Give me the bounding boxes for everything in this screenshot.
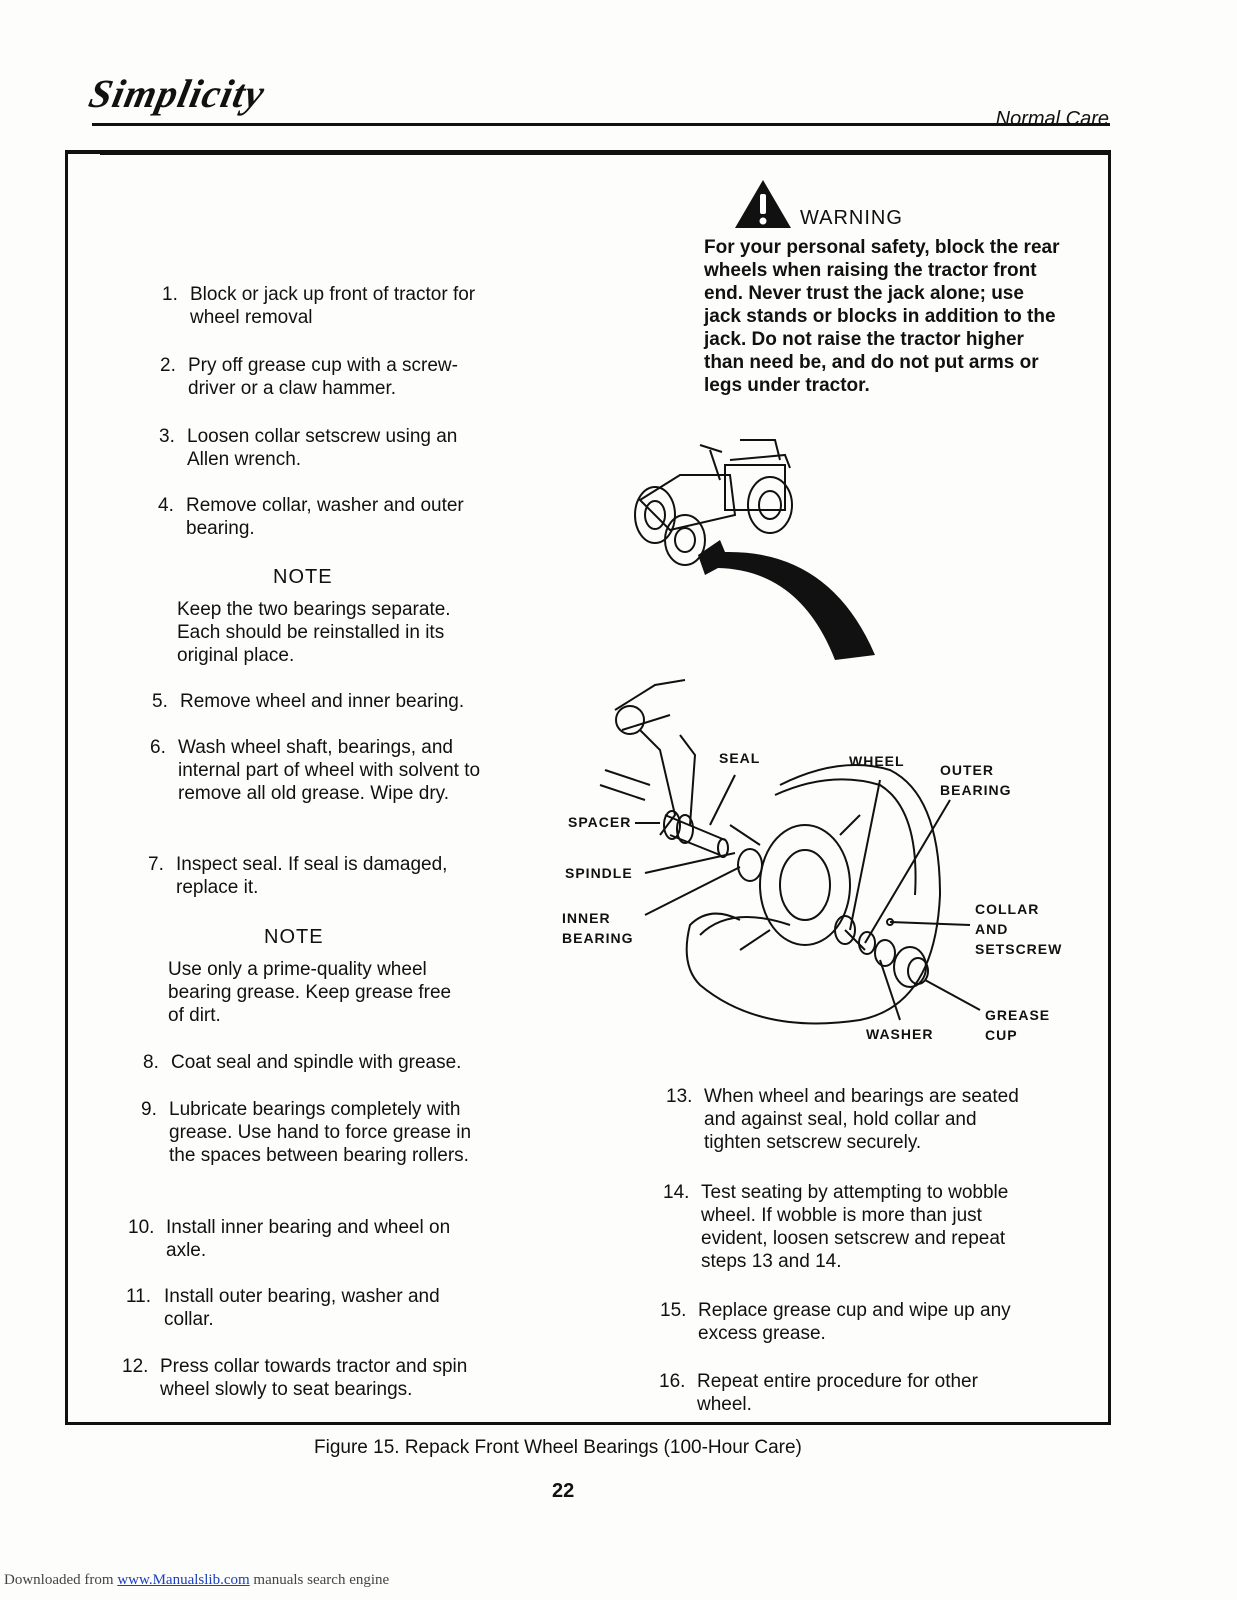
footer [4, 1572, 389, 1589]
step-text: Remove wheel and inner bearing. [180, 691, 465, 712]
step-number: 13. [666, 1086, 693, 1107]
step-11 [126, 1285, 474, 1331]
step-2 [160, 354, 498, 400]
step-text: Lubricate bearings completely with grease. Use hand to force grease in the spaces between bearing rollers. [169, 1099, 472, 1166]
step-text: Install outer bearing, washer and collar. [164, 1286, 440, 1330]
label-seal: SEAL [719, 750, 761, 766]
step-number: 8. [143, 1052, 159, 1073]
section-title: Normal Care [995, 108, 1109, 130]
step-number: 7. [148, 854, 164, 875]
step-number: 14. [663, 1182, 690, 1203]
label-spacer: SPACER [568, 814, 632, 830]
step-15 [660, 1299, 1018, 1345]
step-text: Repeat entire procedure for other wheel. [697, 1371, 978, 1415]
step-number: 3. [159, 426, 175, 447]
wheel-assembly-diagram [560, 675, 1080, 1055]
step-text: Pry off grease cup with a screw-driver or a claw hammer. [188, 355, 458, 399]
step-number: 9. [141, 1099, 157, 1120]
manualslib-link[interactable]: www.Manualslib.com [117, 1572, 250, 1588]
label-washer: WASHER [866, 1026, 934, 1042]
footer-prefix: Downloaded from [4, 1572, 114, 1588]
step-number: 15. [660, 1300, 687, 1321]
step-8 [143, 1051, 481, 1074]
step-text: Wash wheel shaft, bearings, and internal part of wheel with solvent to remove all old grease. Wipe dry. [178, 737, 481, 804]
step-number: 10. [128, 1217, 155, 1238]
step-text: Test seating by attempting to wobble wheel. If wobble is more than just evident, loosen setscrew and repeat steps 13 and 14. [701, 1182, 1009, 1272]
brand-logo: Simplicity [85, 71, 270, 116]
step-1 [162, 283, 500, 329]
label-wheel: WHEEL [849, 753, 905, 769]
step-5 [152, 690, 490, 713]
page-number: 22 [552, 1480, 575, 1502]
footer-suffix: manuals search engine [253, 1572, 390, 1588]
step-6 [150, 736, 488, 805]
step-text: Block or jack up front of tractor for wheel removal [190, 284, 476, 328]
step-number: 2. [160, 355, 176, 376]
warning-text: For your personal safety, block the rear wheels when raising the tractor front end. Never trust the jack alone; use jack stands or blocks in addition to the jack. Do not raise the tractor higher than need be, and do not put arms or legs under tractor. [704, 237, 1060, 396]
figure-frame-top-rule [100, 150, 1110, 155]
step-text: Inspect seal. If seal is damaged, replace it. [176, 854, 448, 898]
step-3 [159, 425, 497, 471]
step-16 [659, 1370, 1017, 1416]
figure-caption: Figure 15. Repack Front Wheel Bearings (100-Hour Care) [314, 1437, 802, 1458]
step-4 [158, 494, 496, 540]
step-10 [128, 1216, 476, 1262]
label-grease-cup: GREASE CUP [985, 1007, 1051, 1043]
step-text: Loosen collar setscrew using an Allen wrench. [187, 426, 458, 470]
step-text: Remove collar, washer and outer bearing. [186, 495, 464, 539]
step-text: Coat seal and spindle with grease. [171, 1052, 462, 1073]
step-number: 1. [162, 284, 178, 305]
step-13 [666, 1085, 1024, 1154]
step-14 [663, 1181, 1021, 1273]
step-number: 16. [659, 1371, 686, 1392]
warning-icon [733, 178, 793, 230]
label-inner-bearing: INNER BEARING [562, 910, 634, 946]
step-9 [141, 1098, 479, 1167]
header-rule [92, 123, 1110, 126]
step-text: Install inner bearing and wheel on axle. [166, 1217, 451, 1261]
note-text: Use only a prime-quality wheel bearing grease. Keep grease free of dirt. [168, 959, 452, 1026]
note-text: Keep the two bearings separate. Each should be reinstalled in its original place. [177, 599, 451, 666]
note-title: NOTE [273, 566, 333, 588]
step-text: Press collar towards tractor and spin wheel slowly to seat bearings. [160, 1356, 468, 1400]
label-collar-setscrew: COLLAR AND SETSCREW [975, 901, 1063, 957]
step-number: 5. [152, 691, 168, 712]
note-title: NOTE [264, 926, 324, 948]
step-number: 11. [126, 1286, 152, 1307]
step-12 [122, 1355, 470, 1401]
label-outer-bearing: OUTER BEARING [940, 762, 1012, 798]
tractor-illustration [610, 430, 910, 670]
label-spindle: SPINDLE [565, 865, 633, 881]
step-text: Replace grease cup and wipe up any excess grease. [698, 1300, 1011, 1344]
step-text: When wheel and bearings are seated and against seal, hold collar and tighten setscrew securely. [704, 1086, 1019, 1153]
warning-title: WARNING [800, 207, 903, 229]
step-number: 6. [150, 737, 166, 758]
step-number: 4. [158, 495, 174, 516]
step-number: 12. [122, 1356, 149, 1377]
step-7 [148, 853, 486, 899]
